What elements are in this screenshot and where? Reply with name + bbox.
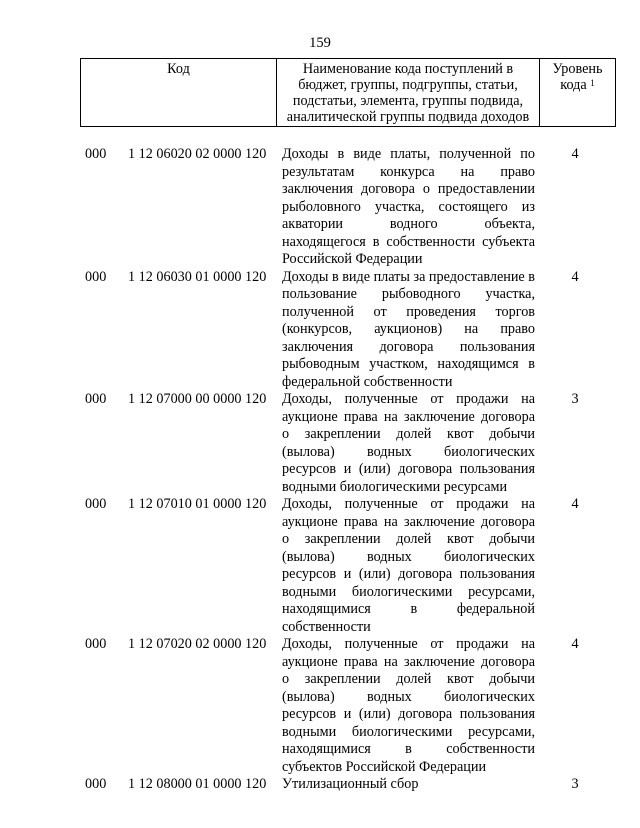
table-header (80, 58, 616, 127)
table-row (0, 496, 640, 636)
row-code: 1 12 07020 02 0000 120 (128, 636, 267, 652)
row-level: 4 (571, 636, 579, 652)
row-level: 3 (571, 776, 579, 792)
row-name: Доходы, полученные от продажи на аукционе права на заключение договора о закреплении долей квот добычи (вылова) водных биологических ресурсов и (или) договора пользования водными биологическими ресурсами, находящимися в федеральной собственности (282, 496, 535, 635)
header-level-label: Уровень код (552, 61, 603, 93)
row-code: 1 12 08000 01 0000 120 (128, 776, 267, 792)
row-name: Доходы в виде платы за предоставление в пользование рыбоводного участка, полученной от проведения торгов (конкурсов, аукционов) на право заключения договора пользования рыбоводным участком, находящимся в федеральной собственности (282, 268, 535, 390)
row-name: Доходы в виде платы, полученной по результатам конкурса на право заключения договора о предоставлении рыболовного участка, состоящего из акватории водного объекта, находящегося в собственности субъекта Российской Федерации (282, 146, 535, 267)
row-code: 1 12 06030 01 0000 120 (128, 268, 267, 285)
header-level (540, 59, 616, 127)
table-row (0, 146, 640, 269)
header-code (81, 59, 277, 127)
table-row (0, 636, 640, 776)
row-level: 4 (571, 496, 579, 512)
row-code: 1 12 07000 00 0000 120 (128, 391, 267, 407)
table-body (0, 146, 640, 794)
row-name: Доходы, полученные от продажи на аукционе права на заключение договора о закреплении долей квот добычи (вылова) водных биологических ресурсов и (или) договора пользования водными биологическими ресурсами (282, 391, 535, 495)
table-row (0, 776, 640, 794)
table-row (0, 391, 640, 496)
row-prefix: 000 (85, 496, 107, 512)
row-prefix: 000 (85, 268, 107, 285)
page-number: 159 (309, 35, 331, 51)
table-row (0, 269, 640, 392)
row-name: Доходы, полученные от продажи на аукционе права на заключение договора о закреплении долей квот добычи (вылова) водных биологических ресурсов и (или) договора пользования водными биологическими ресурсами, находящимися в собственности субъектов Российской Федерации (282, 636, 535, 775)
row-name: Утилизационный сбор (282, 776, 419, 792)
row-prefix: 000 (85, 146, 107, 162)
row-code: 1 12 07010 01 0000 120 (128, 496, 267, 512)
row-level: 4 (571, 146, 579, 162)
header-level-suffix: а (580, 77, 587, 93)
header-code-label: Код (167, 61, 190, 77)
row-code: 1 12 06020 02 0000 120 (128, 146, 267, 162)
row-prefix: 000 (85, 636, 107, 652)
row-level: 3 (571, 391, 579, 407)
row-level: 4 (571, 268, 579, 285)
header-name (277, 59, 540, 127)
header-name-label: Наименование кода поступлений в бюджет, группы, подгруппы, статьи, подстатьи, элемента, группы подвида, аналитической группы подвида доходов (286, 61, 530, 125)
header-level-footnote: 1 (590, 78, 595, 88)
row-prefix: 000 (85, 776, 107, 792)
row-prefix: 000 (85, 391, 107, 407)
